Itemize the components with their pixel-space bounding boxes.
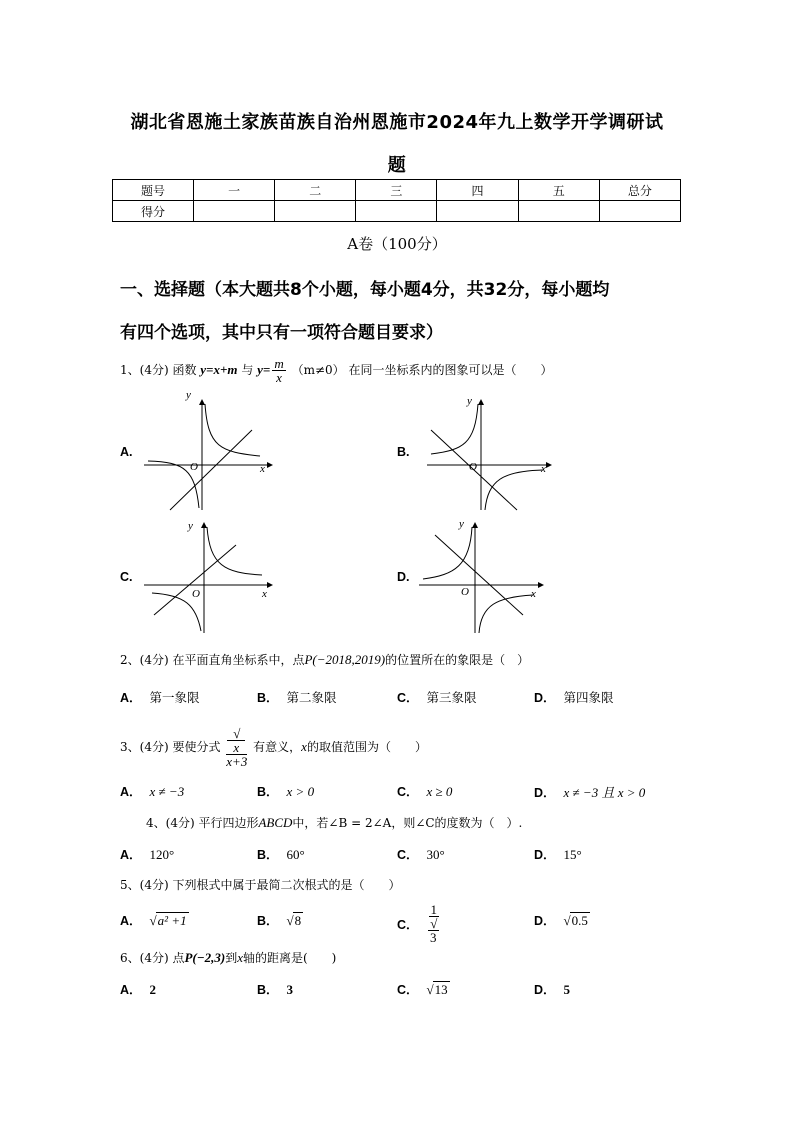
q2-option-b[interactable]: B． 第二象限	[257, 690, 337, 705]
x-label: x	[260, 463, 265, 475]
q1-suffix: 在同一坐标系内的图象可以是（ ）	[348, 363, 553, 377]
score-table-header: 题号	[113, 180, 194, 201]
q1-graph-b[interactable]	[423, 392, 563, 512]
score-row-label: 得分	[113, 201, 194, 222]
q3-fraction-den: x+3	[226, 754, 248, 769]
question-1-stem	[120, 357, 552, 384]
q1-option-b-label[interactable]: B.	[397, 445, 410, 459]
q2-option-d[interactable]: D． 第四象限	[534, 690, 614, 705]
q6-point: P(−2,3)	[184, 950, 226, 965]
score-cell[interactable]	[599, 201, 680, 222]
q2-tail: 的位置所在的象限是（ ）	[385, 653, 530, 667]
line-graph	[435, 535, 523, 615]
score-cell[interactable]	[437, 201, 518, 222]
q1-fraction-den: x	[276, 370, 282, 385]
score-table-score-row	[113, 201, 681, 222]
score-table-header: 二	[275, 180, 356, 201]
q6-stem: 6、(4分) 点	[120, 951, 185, 965]
q3-option-b[interactable]: B． x > 0	[257, 784, 315, 799]
q1-function-2-lhs: y=	[257, 362, 271, 377]
q1-graph-a[interactable]	[140, 392, 280, 512]
q6-option-a[interactable]: A． 2	[120, 982, 157, 997]
question-4-stem	[146, 814, 522, 831]
q3-option-a[interactable]: A． x ≠ −3	[120, 784, 185, 799]
hyperbola-branch	[431, 404, 478, 454]
origin-label: O	[190, 461, 198, 473]
q3-variable: x	[301, 739, 307, 754]
origin-label: O	[469, 461, 477, 473]
q1-graph-c[interactable]	[140, 515, 280, 635]
document-title-cont: 题	[387, 155, 407, 176]
y-label: y	[186, 392, 191, 401]
q4-shape: ABCD	[258, 815, 293, 830]
q4-option-c[interactable]: C． 30°	[397, 847, 445, 862]
y-label: y	[459, 518, 464, 530]
q6-option-c[interactable]: C． √13	[397, 982, 448, 997]
section-a-title: A卷（100分）	[347, 235, 447, 253]
hyperbola-branch	[479, 595, 533, 633]
q6-option-b[interactable]: B． 3	[257, 982, 294, 997]
score-cell[interactable]	[356, 201, 437, 222]
q6-tail: 到	[225, 951, 238, 965]
q5-option-a[interactable]: A． √a² +1	[120, 913, 187, 928]
part1-heading-cont: 有四个选项，其中只有一项符合题目要求）	[120, 323, 443, 343]
question-3-stem	[120, 727, 427, 768]
q6-option-d[interactable]: D． 5	[534, 982, 571, 997]
q3-tail: 的取值范围为（ ）	[306, 740, 427, 754]
score-table-header: 一	[194, 180, 275, 201]
origin-label: O	[192, 588, 200, 600]
y-label: y	[188, 520, 193, 532]
q2-option-c[interactable]: C． 第三象限	[397, 690, 477, 705]
q1-prefix: 1、(4分) 函数	[120, 363, 197, 377]
q6-tail2: 轴的距离是( )	[242, 951, 337, 965]
q1-option-c-label[interactable]: C.	[120, 570, 133, 584]
x-label: x	[531, 588, 536, 600]
q3-option-c[interactable]: C． x ≥ 0	[397, 784, 453, 799]
q1-condition: （m≠0）	[291, 363, 345, 377]
q1-fraction	[272, 357, 285, 384]
score-table	[112, 179, 681, 222]
score-cell[interactable]	[194, 201, 275, 222]
line-graph	[154, 545, 236, 615]
q3-option-d[interactable]: D． x ≠ −3 且 x > 0	[534, 785, 646, 800]
q1-function-1: y=x+m	[200, 362, 238, 377]
q4-option-a[interactable]: A． 120°	[120, 847, 175, 862]
score-table-header: 五	[518, 180, 599, 201]
q4-option-d[interactable]: D． 15°	[534, 847, 582, 862]
score-table-header: 三	[356, 180, 437, 201]
question-5-stem: 5、(4分) 下列根式中属于最简二次根式的是（ ）	[120, 878, 401, 892]
q3-stem: 3、(4分) 要使分式	[120, 740, 221, 754]
x-label: x	[541, 463, 546, 475]
x-label: x	[262, 588, 267, 600]
q4-stem: 4、(4分) 平行四边形	[146, 816, 259, 830]
q1-option-d-label[interactable]: D.	[397, 570, 410, 584]
q4-option-b[interactable]: B． 60°	[257, 847, 305, 862]
document-title: 湖北省恩施土家族苗族自治州恩施市2024年九上数学开学调研试	[130, 112, 664, 133]
q1-graph-d[interactable]	[415, 515, 555, 635]
q5-option-d[interactable]: D． √0.5	[534, 913, 588, 928]
q2-point: P(−2018,2019)	[304, 652, 386, 667]
score-cell[interactable]	[275, 201, 356, 222]
q3-mid: 有意义，	[253, 740, 302, 754]
question-2-stem	[120, 651, 529, 668]
score-table-header: 总分	[599, 180, 680, 201]
q6-axis: x	[237, 950, 243, 965]
line-graph	[170, 430, 252, 510]
q2-stem: 2、(4分) 在平面直角坐标系中，点	[120, 653, 305, 667]
part1-heading: 一、选择题（本大题共8个小题，每小题4分，共32分，每小题均	[120, 280, 610, 300]
q1-fraction-num: m	[274, 356, 284, 371]
q2-option-a[interactable]: A． 第一象限	[120, 690, 200, 705]
q5-option-c[interactable]: C． 1 √ 3	[397, 902, 438, 945]
q3-fraction-num: x	[227, 740, 245, 754]
hyperbola-branch	[423, 527, 472, 579]
q1-and: 与	[241, 363, 254, 377]
score-table-header: 四	[437, 180, 518, 201]
q5-option-b[interactable]: B． √8	[257, 913, 302, 928]
hyperbola-branch	[485, 470, 543, 510]
hyperbola-branch	[207, 527, 262, 575]
q4-mid: 中，若∠B = 2∠A，则∠C的度数为（ ）.	[292, 816, 523, 830]
origin-label: O	[461, 586, 469, 598]
score-table-header-row	[113, 180, 681, 201]
question-6-stem	[120, 949, 336, 966]
y-label: y	[467, 395, 472, 407]
score-cell[interactable]	[518, 201, 599, 222]
q3-fraction: √ x x+3	[226, 726, 248, 769]
q1-option-a-label[interactable]: A.	[120, 445, 133, 459]
